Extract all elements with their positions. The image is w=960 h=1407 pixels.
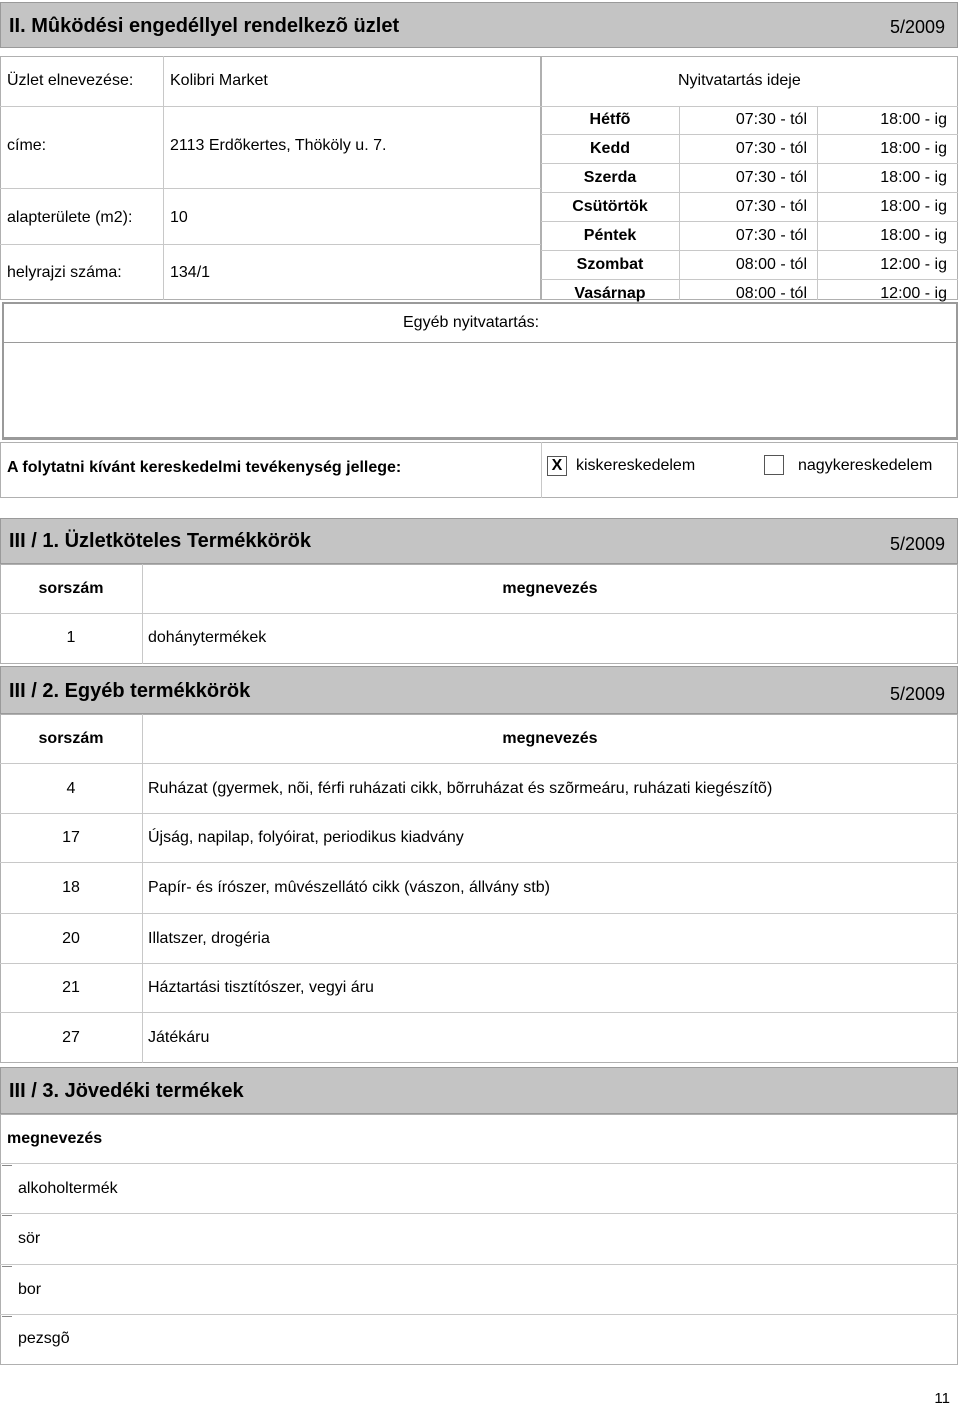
retail-checkbox[interactable]: X: [547, 456, 567, 476]
col-header-name: megnevezés: [7, 1130, 103, 1147]
excise-item: sör: [18, 1230, 41, 1247]
section-3-1-number: 5/2009: [889, 534, 945, 554]
time-to: 18:00 - ig: [880, 140, 947, 157]
time-from: 07:30 - tól: [735, 227, 807, 244]
table-row: [0, 964, 958, 1012]
col-header-number: sorszám: [38, 730, 104, 747]
day-label: Hétfõ: [589, 111, 631, 128]
row-number: 17: [62, 829, 80, 846]
row-name: Játékáru: [148, 1028, 210, 1046]
activity-label: A folytatni kívánt kereskedelmi tevékenység jellege:: [7, 459, 402, 476]
day-label: Kedd: [590, 140, 630, 157]
time-to: 18:00 - ig: [880, 169, 947, 186]
opening-row: [541, 106, 958, 135]
row-name: Illatszer, drogéria: [148, 929, 270, 947]
opening-row: [541, 251, 958, 280]
table-row: [0, 1013, 958, 1062]
time-from: 08:00 - tól: [735, 285, 807, 302]
row-marker: [2, 1316, 12, 1317]
shop-parcel-label: helyrajzi száma:: [7, 264, 122, 281]
section-3-3-table: [0, 1114, 958, 1365]
row-number: 21: [62, 979, 80, 996]
time-to: 12:00 - ig: [880, 256, 947, 273]
row-number: 27: [62, 1028, 80, 1046]
opening-row: [541, 164, 958, 193]
section-2-number: 5/2009: [889, 17, 945, 37]
time-from: 07:30 - tól: [735, 111, 807, 128]
page-number: 11: [934, 1390, 950, 1407]
section-2-title: II. Mûködési engedéllyel rendelkezõ üzlet: [9, 15, 400, 37]
row-number: 1: [66, 629, 76, 646]
row-number: 4: [66, 779, 76, 797]
row-name: Újság, napilap, folyóirat, periodikus kiadvány: [148, 829, 464, 846]
other-opening-label: Egyéb nyitvatartás:: [403, 314, 540, 331]
row-marker: [2, 1215, 12, 1216]
row-name: Ruházat (gyermek, nõi, férfi ruházati cikk, bõrruházat és szõrmeáru, ruházati kiegészítõ): [148, 779, 773, 797]
time-to: 18:00 - ig: [880, 111, 947, 128]
other-opening-field[interactable]: [2, 302, 958, 440]
excise-item: pezsgõ: [18, 1330, 70, 1347]
col-header-name: megnevezés: [502, 580, 598, 597]
time-from: 07:30 - tól: [735, 198, 807, 215]
day-label: Csütörtök: [572, 198, 648, 215]
opening-row: [541, 193, 958, 222]
col-header-name: megnevezés: [502, 730, 598, 747]
section-2-header: [0, 2, 958, 48]
opening-row: [541, 222, 958, 251]
day-label: Péntek: [583, 227, 637, 244]
time-to: 12:00 - ig: [880, 285, 947, 302]
row-name: Papír- és írószer, mûvészellátó cikk (vászon, állvány stb): [148, 879, 550, 896]
day-label: Szerda: [583, 169, 637, 186]
shop-parcel-value: 134/1: [170, 264, 211, 281]
section-3-3-header: [0, 1067, 958, 1114]
shop-area-label: alapterülete (m2):: [7, 209, 133, 226]
table-row: [0, 863, 958, 913]
table-row: [0, 614, 958, 662]
row-marker: [2, 1266, 12, 1267]
shop-address-value: 2113 Erdõkertes, Thököly u. 7.: [170, 137, 387, 154]
section-3-2-title: III / 2. Egyéb termékkörök: [9, 680, 251, 702]
table-row: [0, 914, 958, 963]
time-from: 08:00 - tól: [735, 256, 807, 273]
row-number: 18: [62, 879, 80, 896]
table-row: [0, 764, 958, 813]
row-name: dohánytermékek: [148, 629, 267, 646]
retail-label: kiskereskedelem: [576, 457, 696, 474]
day-label: Vasárnap: [574, 285, 646, 302]
time-from: 07:30 - tól: [735, 140, 807, 157]
time-to: 18:00 - ig: [880, 198, 947, 215]
section-3-2-header: [0, 666, 958, 714]
wholesale-label: nagykereskedelem: [798, 457, 933, 474]
time-to: 18:00 - ig: [880, 227, 947, 244]
row-marker: [2, 1165, 12, 1166]
shop-name-label: Üzlet elnevezése:: [7, 72, 134, 89]
section-3-3-title: III / 3. Jövedéki termékek: [9, 1080, 244, 1102]
wholesale-checkbox[interactable]: [764, 455, 784, 475]
excise-item: bor: [18, 1281, 42, 1298]
section-3-2-number: 5/2009: [889, 684, 945, 704]
opening-row: [541, 135, 958, 164]
row-number: 20: [62, 929, 80, 947]
excise-item: alkoholtermék: [18, 1180, 118, 1197]
shop-name-value: Kolibri Market: [170, 72, 268, 89]
day-label: Szombat: [576, 256, 644, 273]
opening-hours-title: Nyitvatartás ideje: [678, 72, 801, 89]
table-row: [0, 814, 958, 862]
row-name: Háztartási tisztítószer, vegyi áru: [148, 979, 374, 996]
opening-hours-table: [541, 106, 958, 300]
shop-area-value: 10: [170, 209, 188, 226]
time-from: 07:30 - tól: [735, 169, 807, 186]
shop-address-label: címe:: [7, 137, 47, 154]
section-3-1-title: III / 1. Üzletköteles Termékkörök: [9, 530, 311, 552]
section-3-1-header: [0, 518, 958, 564]
col-header-number: sorszám: [38, 580, 104, 597]
